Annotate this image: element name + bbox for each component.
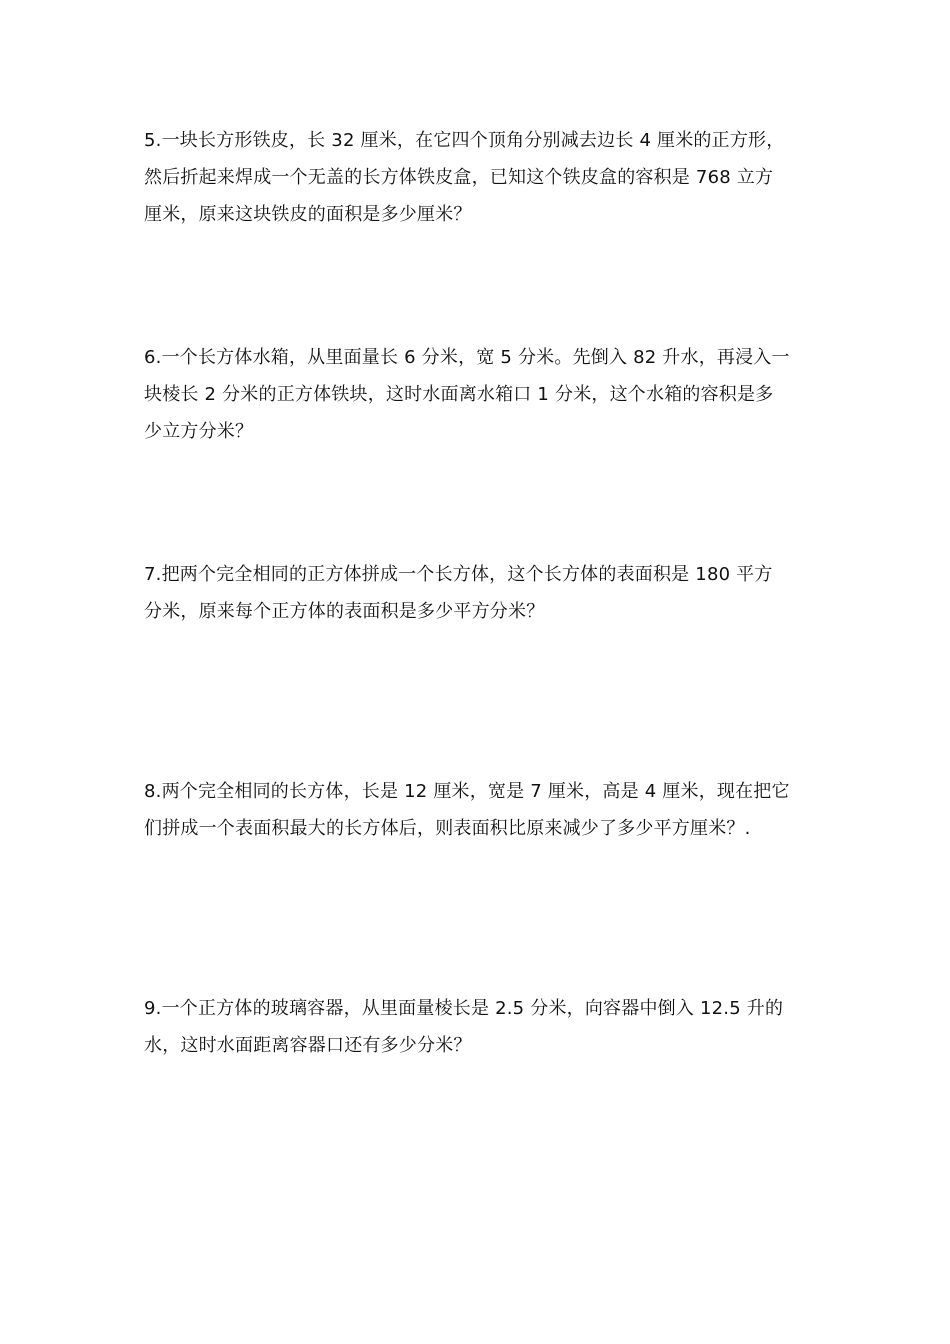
problem-6-line-1: 6.一个长方体水箱，从里面量长 6 分米，宽 5 分米。先倒入 82 升水，再浸入一 bbox=[144, 347, 790, 368]
problem-9 bbox=[144, 990, 812, 1064]
problem-6-line-2: 块棱长 2 分米的正方体铁块，这时水面离水箱口 1 分米，这个水箱的容积是多 bbox=[144, 384, 774, 405]
problem-6 bbox=[144, 339, 812, 450]
problem-5 bbox=[144, 122, 812, 233]
problem-7-line-1: 7.把两个完全相同的正方体拼成一个长方体，这个长方体的表面积是 180 平方 bbox=[144, 564, 773, 585]
problem-8-line-1: 8.两个完全相同的长方体，长是 12 厘米，宽是 7 厘米，高是 4 厘米，现在把它 bbox=[144, 781, 790, 802]
problem-8 bbox=[144, 773, 812, 847]
problem-5-line-3: 厘米，原来这块铁皮的面积是多少厘米？ bbox=[144, 204, 472, 225]
problem-9-line-1: 9.一个正方体的玻璃容器，从里面量棱长是 2.5 分米，向容器中倒入 12.5 升的 bbox=[144, 998, 784, 1019]
problem-5-line-1: 5.一块长方形铁皮，长 32 厘米，在它四个顶角分别减去边长 4 厘米的正方形， bbox=[144, 130, 785, 151]
problem-5-line-2: 然后折起来焊成一个无盖的长方体铁皮盒，已知这个铁皮盒的容积是 768 立方 bbox=[144, 167, 774, 188]
problem-7 bbox=[144, 556, 812, 630]
problem-6-line-3: 少立方分米？ bbox=[144, 421, 254, 442]
problem-8-line-2: 们拼成一个表面积最大的长方体后，则表面积比原来减少了多少平方厘米？. bbox=[144, 818, 751, 839]
problem-7-line-2: 分米，原来每个正方体的表面积是多少平方分米？ bbox=[144, 601, 545, 622]
problem-9-line-2: 水，这时水面距离容器口还有多少分米？ bbox=[144, 1035, 472, 1056]
